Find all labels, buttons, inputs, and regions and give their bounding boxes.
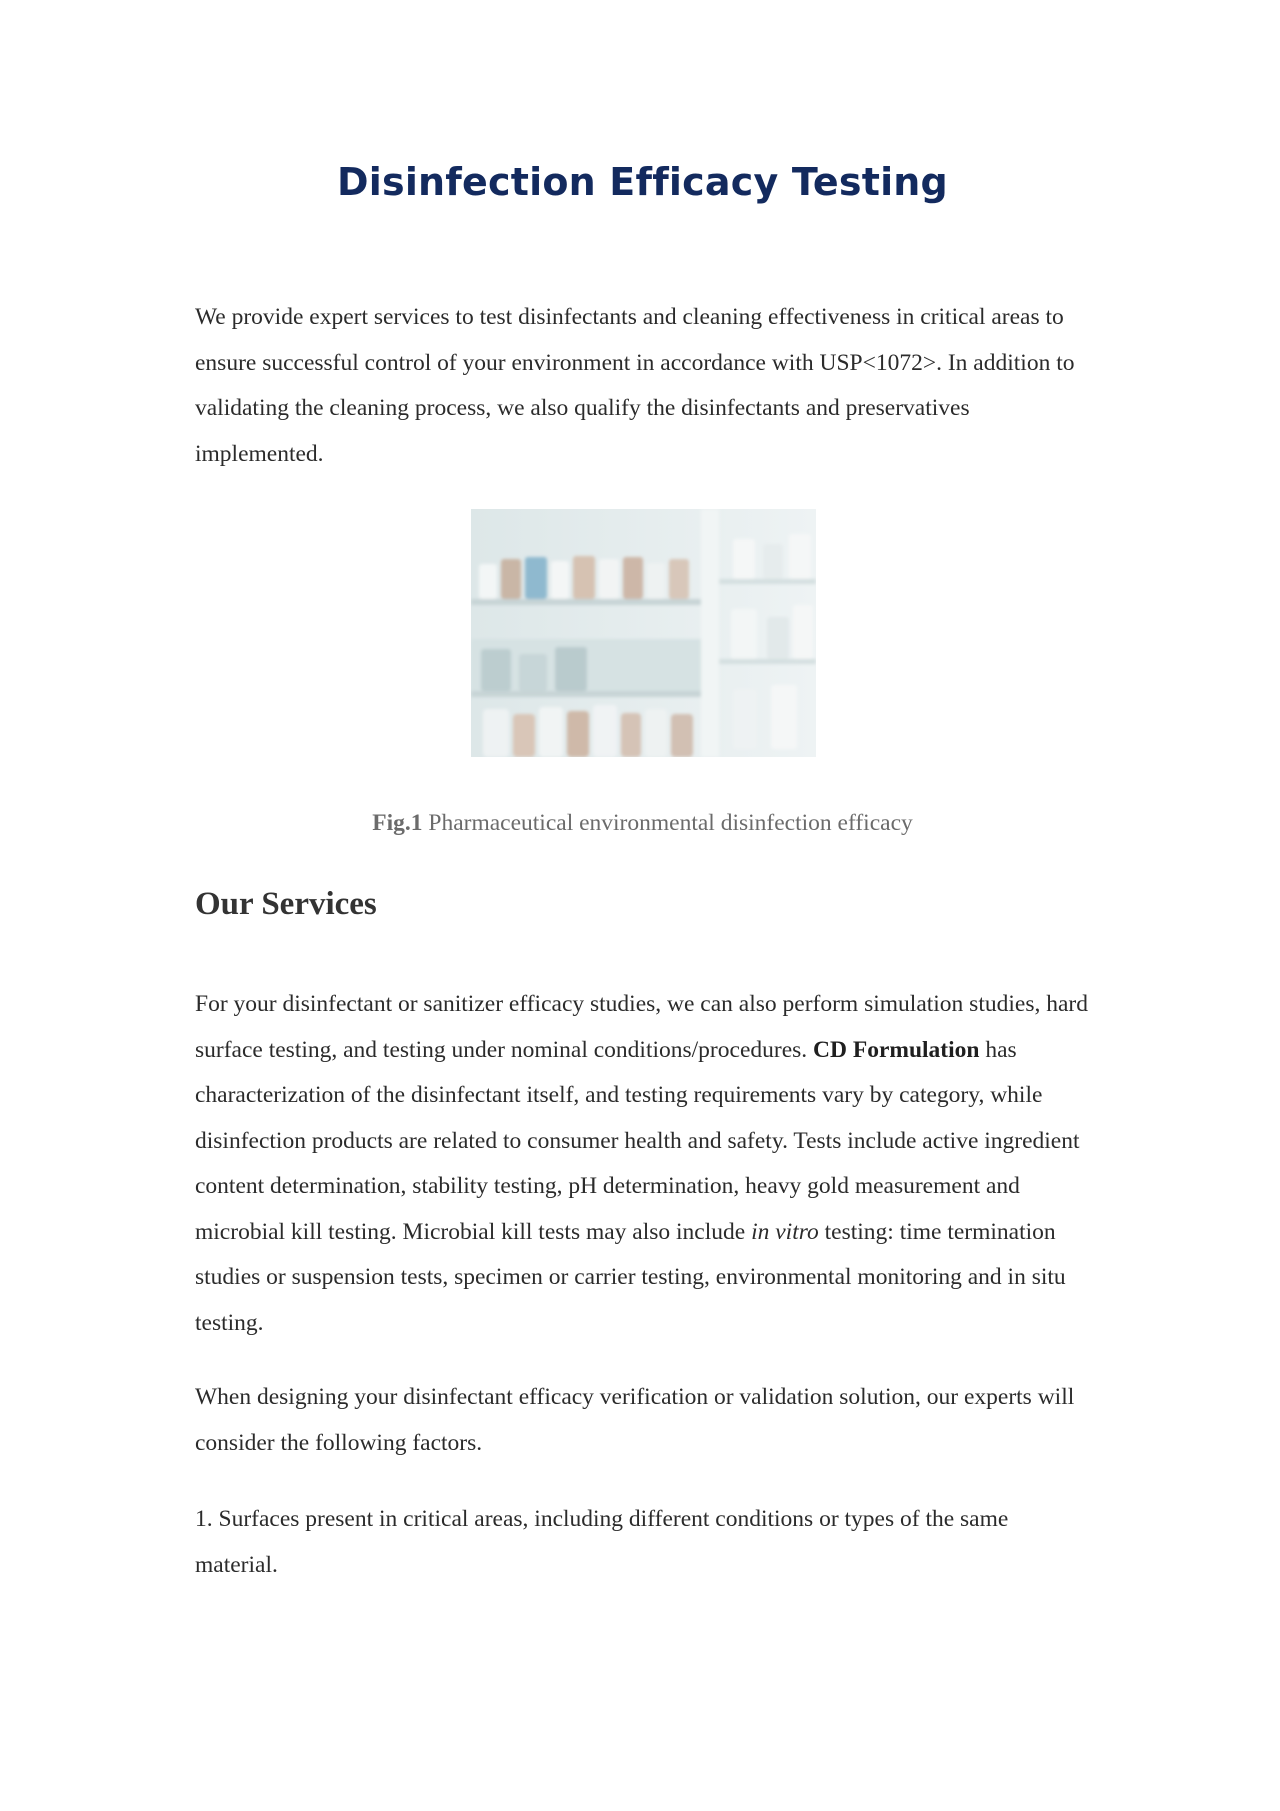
- services-p1-text-3: testing: time termination studies or suspension tests, specimen or carrier testing, environmental monitoring and in situ testing.: [195, 1218, 1066, 1336]
- in-vitro-term: in vitro: [751, 1218, 819, 1245]
- services-paragraph-1: [195, 982, 1090, 1346]
- factor-list-item-1: 1. Surfaces present in critical areas, including different conditions or types of the same material.: [195, 1506, 1009, 1578]
- services-paragraph-2: When designing your disinfectant efficacy verification or validation solution, our experts will consider the following factors.: [195, 1384, 1075, 1456]
- page-title: Disinfection Efficacy Testing: [337, 160, 948, 204]
- services-p1-text-1: For your disinfectant or sanitizer efficacy studies, we can also perform simulation studies, hard surface testing, and testing under nominal conditions/procedures.: [195, 991, 1088, 1063]
- services-p1-text-2: has characterization of the disinfectant itself, and testing requirements vary by category, while disinfection products are related to consumer health and safety. Tests include active ingredient content determination, stability testing, pH determination, heavy gold measurement and microbial kill testing. Microbial kill tests may also include: [195, 1036, 1080, 1245]
- figure-caption-label: Fig.1: [372, 810, 423, 836]
- figure-caption-text: Pharmaceutical environmental disinfection efficacy: [422, 810, 913, 836]
- pharmacy-shelves-image: [471, 509, 816, 757]
- company-name: CD Formulation: [813, 1036, 980, 1063]
- our-services-heading: Our Services: [195, 886, 377, 922]
- figure-caption: [195, 810, 1090, 837]
- intro-paragraph: We provide expert services to test disinfectants and cleaning effectiveness in critical areas to ensure successful control of your environment in accordance with USP<1072>. In addition to validating the cleaning process, we also qualify the disinfectants and preservatives implemented.: [195, 304, 1075, 467]
